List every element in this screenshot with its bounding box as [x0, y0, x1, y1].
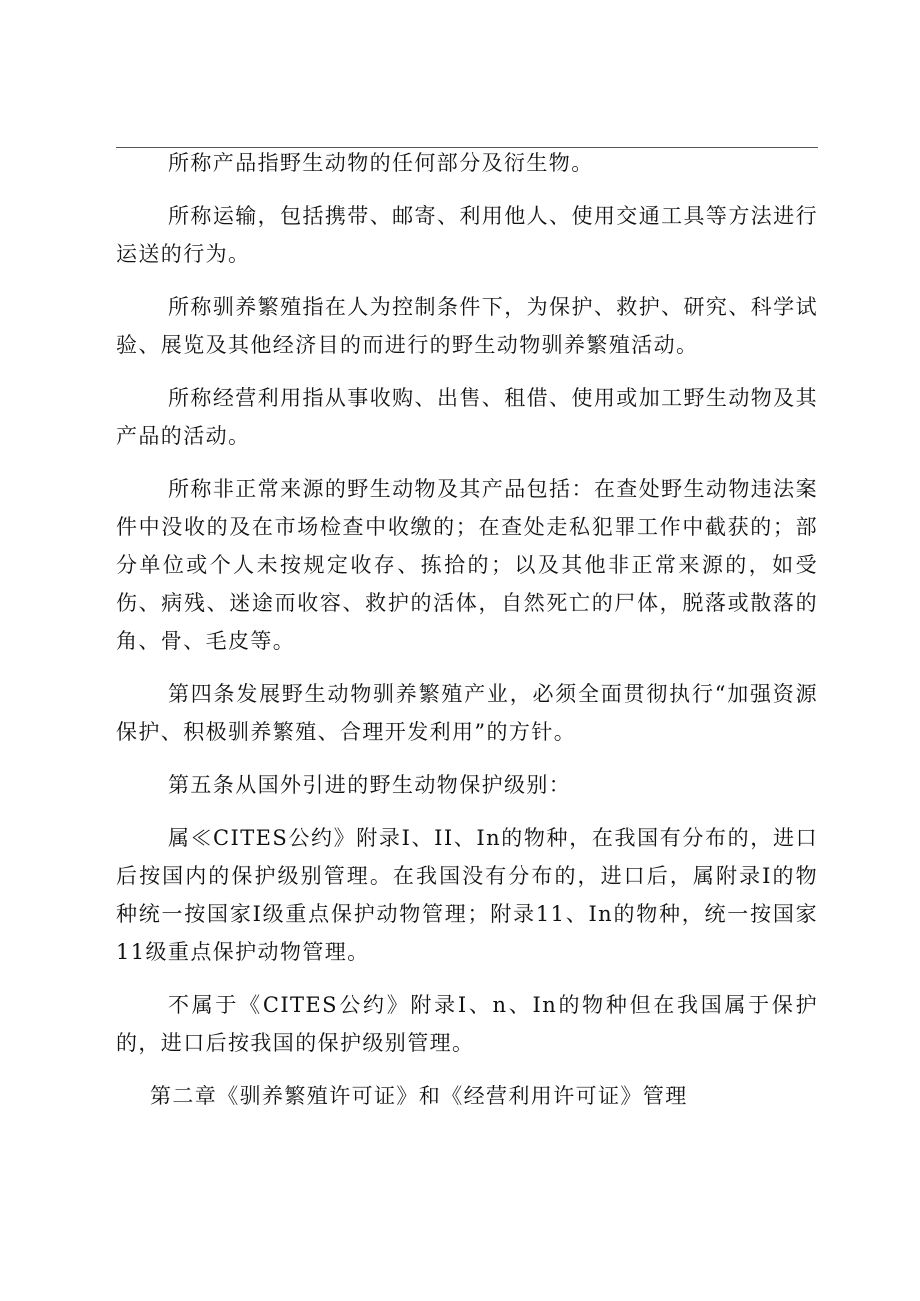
paragraph-article-5: 第五条从国外引进的野生动物保护级别：: [168, 773, 572, 797]
paragraph-cites-appendix-species: 属≪CITES公约》附录I、II、In的物种，在我国有分布的，进口后按国内的保护级别管理。在我国没有分布的，进口后，属附录I的物种统一按国家I级重点保护动物管理；附录11、In的物种，统一按国家11级重点保护动物管理。: [116, 826, 818, 964]
chapter-heading: 第二章《驯养繁殖许可证》和《经营利用许可证》管理: [150, 1084, 688, 1108]
paragraph-article-4: 第四条发展野生动物驯养繁殖产业，必须全面贯彻执行“加强资源保护、积极驯养繁殖、合理开发利用”的方针。: [116, 682, 818, 744]
paragraph-abnormal-source-definition: 所称非正常来源的野生动物及其产品包括：在查处野生动物违法案件中没收的及在市场检查中收缴的；在查处走私犯罪工作中截获的；部分单位或个人未按规定收存、拣拾的；以及其他非正常来源的，如受伤、病残、迷途而收容、救护的活体，自然死亡的尸体，脱落或散落的角、骨、毛皮等。: [116, 477, 818, 653]
document-body: [116, 144, 818, 1115]
paragraph-business-use-definition: 所称经营利用指从事收购、出售、租借、使用或加工野生动物及其产品的活动。: [116, 386, 818, 448]
paragraph-non-cites-species: 不属于《CITES公约》附录I、n、In的物种但在我国属于保护的，进口后按我国的保护级别管理。: [116, 993, 818, 1055]
paragraph-transport-definition: 所称运输，包括携带、邮寄、利用他人、使用交通工具等方法进行运送的行为。: [116, 204, 818, 266]
paragraph-breeding-definition: 所称驯养繁殖指在人为控制条件下，为保护、救护、研究、科学试验、展览及其他经济目的而进行的野生动物驯养繁殖活动。: [116, 295, 818, 357]
paragraph-product-definition: 所称产品指野生动物的任何部分及衍生物。: [168, 151, 594, 175]
